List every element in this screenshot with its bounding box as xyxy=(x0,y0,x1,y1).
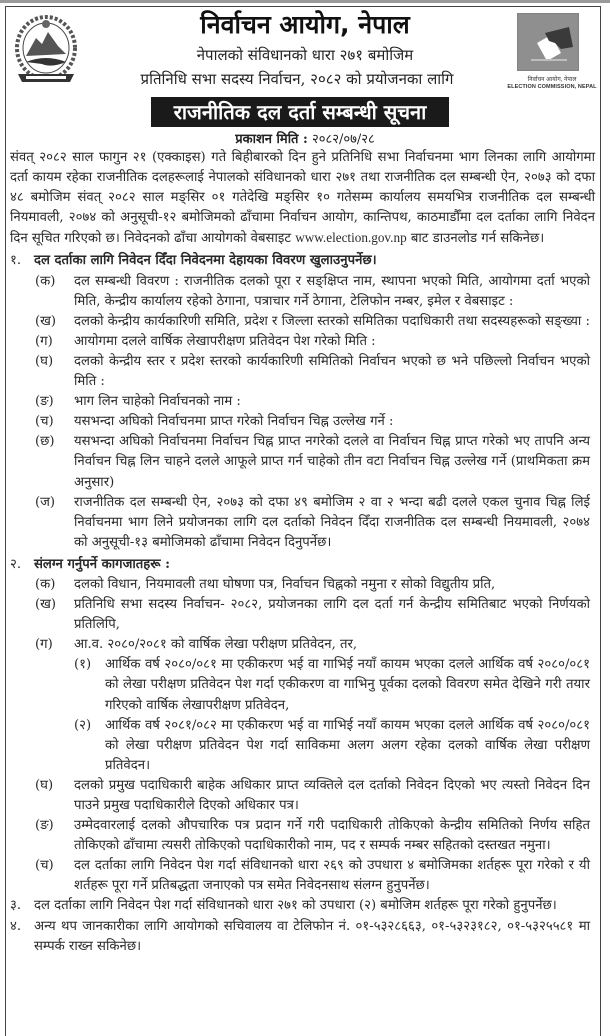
sub-item-text: आर्थिक वर्ष २०८०/०८१ मा एकीकरण भई वा गाभिई नयाँ कायम भएका दलले आर्थिक वर्ष २०८०/०८१ को लेखा परीक्षण प्रतिवेदन पेश गर्दा एकीकरण वा गाभिनु पूर्वका दलको विवरण समेत देखिने गरी तयार गरिएको वार्षिक लेखापरीक्षण प्रतिवेदन, xyxy=(105,657,590,713)
section-text: दल दर्ताका लागि निवेदन पेश गर्दा संविधानको धारा २७१ को उपधारा (२) बमोजिम शर्तहरू पूरा गरेको हुनुपर्नेछ। xyxy=(34,898,557,914)
sub-list-item xyxy=(74,716,595,776)
item-marker: (क) xyxy=(35,273,56,289)
list-item xyxy=(35,272,595,312)
notice-body xyxy=(10,148,595,957)
list-item xyxy=(35,816,595,856)
notice-title-banner: राजनीतिक दल दर्ता सम्बन्धी सूचना xyxy=(151,97,449,127)
item-marker: (घ) xyxy=(35,777,54,793)
item-text: दल दर्ताका लागि निवेदन पेश गर्दा संविधानको धारा २६९ को उपधारा ४ बमोजिमका शर्तहरू पूरा गरेको र यी शर्तहरू पूरा गर्ने प्रतिबद्धता जनाएको पत्र समेत निवेदनसाथ संलग्न हुनुपर्नेछ। xyxy=(74,858,590,894)
sub-list-item xyxy=(74,655,595,715)
list-item xyxy=(35,392,595,412)
item-marker: (ख) xyxy=(35,597,57,613)
section-number: ३. xyxy=(10,898,22,914)
item-text: दल सम्बन्धी विवरण : राजनीतिक दलको पूरा र सङ्क्षिप्त नाम, स्थापना भएको मिति, आयोगमा दर्ता भएको मिति, केन्द्रीय कार्यालय रहेको ठेगाना, पत्राचार गर्ने ठेगाना, टेलिफोन नम्बर, इमेल र वेबसाइट : xyxy=(74,273,590,309)
section-text xyxy=(34,917,595,957)
section-title: संलग्न गर्नुपर्ने कागजातहरू : xyxy=(34,556,171,572)
section-number: २. xyxy=(10,556,22,572)
section-2-heading xyxy=(10,555,595,575)
item-marker: (ङ) xyxy=(35,818,54,834)
publication-date-value: २०८२/०७/२८ xyxy=(311,132,375,147)
item-text: आ.व. २०८०/२०८१ को वार्षिक लेखा परीक्षण प्रतिवेदन, तर, xyxy=(74,637,358,653)
item-text: दलको केन्द्रीय स्तर र प्रदेश स्तरको कार्यकारिणी समितिको निर्वाचन भएको छ भने पछिल्लो निर्वाचन भएको मिति : xyxy=(74,353,590,390)
contact-text-end: मा सम्पर्क राख्न सकिनेछ। xyxy=(34,918,590,954)
publication-date xyxy=(0,131,610,148)
subtitle-election: प्रतिनिधि सभा सदस्य निर्वाचन, २०८२ को प्रयोजनका लागि xyxy=(140,70,454,88)
list-item xyxy=(35,575,595,595)
website-link[interactable]: www.election.gov.np xyxy=(295,230,407,246)
logo-caption-english: ELECTION COMMISSION, NEPAL xyxy=(507,84,597,90)
item-text: आयोगमा दलले वार्षिक लेखापरीक्षण प्रतिवेदन पेश गरेको मिति : xyxy=(74,333,376,349)
list-item xyxy=(35,432,595,492)
item-marker: (ख) xyxy=(35,313,57,329)
phone-numbers: ०१-५३२८६६३, ०१-५३२३१८२, ०१-५३२५५८१ xyxy=(355,918,574,934)
item-marker: (च) xyxy=(35,414,54,430)
list-item xyxy=(35,332,595,352)
item-text: दलको केन्द्रीय कार्यकारिणी समिति, प्रदेश र जिल्ला स्तरको समितिका पदाधिकारी तथा सदस्यहरूको सङ्ख्या : xyxy=(74,313,590,329)
section-number: ४. xyxy=(10,918,22,934)
list-item xyxy=(35,856,595,896)
logo-caption xyxy=(505,77,599,91)
item-text: भाग लिन चाहेको निर्वाचनको नाम : xyxy=(74,394,241,410)
top-separator xyxy=(0,0,610,3)
item-marker: (क) xyxy=(35,576,56,592)
item-marker: (ङ) xyxy=(35,394,54,410)
logo-caption-nepali: निर्वाचन आयोग, नेपाल xyxy=(527,77,577,83)
list-item xyxy=(35,312,595,332)
list-item xyxy=(35,412,595,432)
item-text: राजनीतिक दल सम्बन्धी ऐन, २०७३ को दफा ४९ बमोजिम २ वा २ भन्दा बढी दलले एकल चुनाव चिह्न लिई निर्वाचनमा भाग लिने प्रयोजनका लागि दल दर्ताको निवेदन दिँदा राजनीतिक दल सम्बन्धी नियमावली, २०७४ को अनुसूची-१३ बमोजिमको ढाँचामा निवेदन दिनुपर्नेछ। xyxy=(74,494,590,550)
item-text: यसभन्दा अघिको निर्वाचनमा निर्वाचन चिह्न प्राप्त नगरेको दलले वा निर्वाचन चिह्न प्राप्त गरेको भए तापनि अन्य निर्वाचन चिह्न लिन चाहने दलले आफूले प्राप्त गर्न चाहेको तीन वटा निर्वाचन चिह्न उल्लेख गर्ने (प्राथमिकता क्रम अनुसार) xyxy=(74,434,590,490)
section-3 xyxy=(10,896,595,916)
intro-paragraph xyxy=(10,148,595,249)
list-item xyxy=(35,595,595,635)
intro-text: संवत् २०८२ साल फागुन २१ (एक्काइस) गते बिहीबारको दिन हुने प्रतिनिधि सभा निर्वाचनमा भाग लिनका लागि आयोगमा दर्ता कायम रहेका राजनीतिक दलहरूलाई नेपालको संविधानको धारा २७१ तथा राजनीतिक दल सम्बन्धी ऐन, २०७३ को दफा ४८ बमोजिम संवत् २०८२ साल मङ्सिर ०१ गतेदेखि मङ्सिर १० गतेसम्म कार्यालय समयभित्र राजनीतिक दल सम्बन्धी नियमावली, २०७४ को अनुसूची-१२ बमोजिमको ढाँचामा निर्वाचन आयोग, कान्तिपथ, काठमाडौँमा दल दर्ताका लागि निवेदन दिन सूचित गरिएको छ। निवेदनको ढाँचा आयोगको वेबसाइट xyxy=(10,150,595,247)
item-marker: (छ) xyxy=(35,434,55,450)
sub-item-marker: (२) xyxy=(74,717,92,733)
org-title: निर्वाचन आयोग, नेपाल xyxy=(200,10,410,39)
section-4 xyxy=(10,917,595,957)
subtitle-constitution: नेपालको संविधानको धारा २७१ बमोजिम xyxy=(196,46,414,64)
item-marker: (च) xyxy=(35,858,54,874)
section-1-heading xyxy=(10,251,595,271)
list-item xyxy=(35,352,595,392)
list-item xyxy=(35,776,595,816)
section-title: दल दर्ताका लागि निवेदन दिँदा निवेदनमा देहायका विवरण खुलाउनुपर्नेछ। xyxy=(34,253,377,269)
list-item xyxy=(35,493,595,553)
list-item xyxy=(35,635,595,655)
item-text: यसभन्दा अघिको निर्वाचनमा प्राप्त गरेको निर्वाचन चिह्न उल्लेख गर्ने : xyxy=(74,414,394,430)
item-marker: (ज) xyxy=(35,494,56,510)
intro-text-end: बाट डाउनलोड गर्न सकिनेछ। xyxy=(406,231,545,247)
publication-date-label: प्रकाशन मिति : xyxy=(235,132,308,147)
item-marker: (घ) xyxy=(35,353,54,369)
sub-item-text: आर्थिक वर्ष २०८१/०८२ मा एकीकरण भई वा गाभिई नयाँ कायम भएका दलले आर्थिक वर्ष २०८०/०८१ को लेखा परीक्षण प्रतिवेदन पेश गर्दा साविकमा अलग अलग रहेका दलको वार्षिक लेखा परीक्षण प्रतिवेदन। xyxy=(105,717,590,773)
sub-item-marker: (१) xyxy=(74,657,92,673)
item-text: दलको विधान, नियमावली तथा घोषणा पत्र, निर्वाचन चिह्नको नमुना र सोको विद्युतीय प्रति, xyxy=(74,576,496,592)
item-text: प्रतिनिधि सभा सदस्य निर्वाचन- २०८२, प्रयोजनका लागि दल दर्ता गर्न केन्द्रीय समितिबाट भएको निर्णयको प्रतिलिपि, xyxy=(74,597,590,633)
contact-text: अन्य थप जानकारीका लागि आयोगको सचिवालय वा टेलिफोन नं. xyxy=(34,918,356,934)
section-number: १. xyxy=(10,253,22,269)
item-text: उम्मेदवारलाई दलको औपचारिक पत्र प्रदान गर्ने गरी पदाधिकारी तोकिएको केन्द्रीय समितिको निर्णय सहित तोकिएको ढाँचामा त्यसरी तोकिएको पदाधिकारीको नाम, पद र सम्पर्क नम्बर सहितको दस्तखत नमुना। xyxy=(74,818,590,854)
item-marker: (ग) xyxy=(35,333,53,349)
item-marker: (ग) xyxy=(35,637,53,653)
item-text: दलको प्रमुख पदाधिकारी बाहेक अधिकार प्राप्त व्यक्तिले दल दर्ताको निवेदन दिएको भए त्यस्तो निवेदन दिन पाउने प्रमुख पदाधिकारीले दिएको अधिकार पत्र। xyxy=(74,777,590,813)
